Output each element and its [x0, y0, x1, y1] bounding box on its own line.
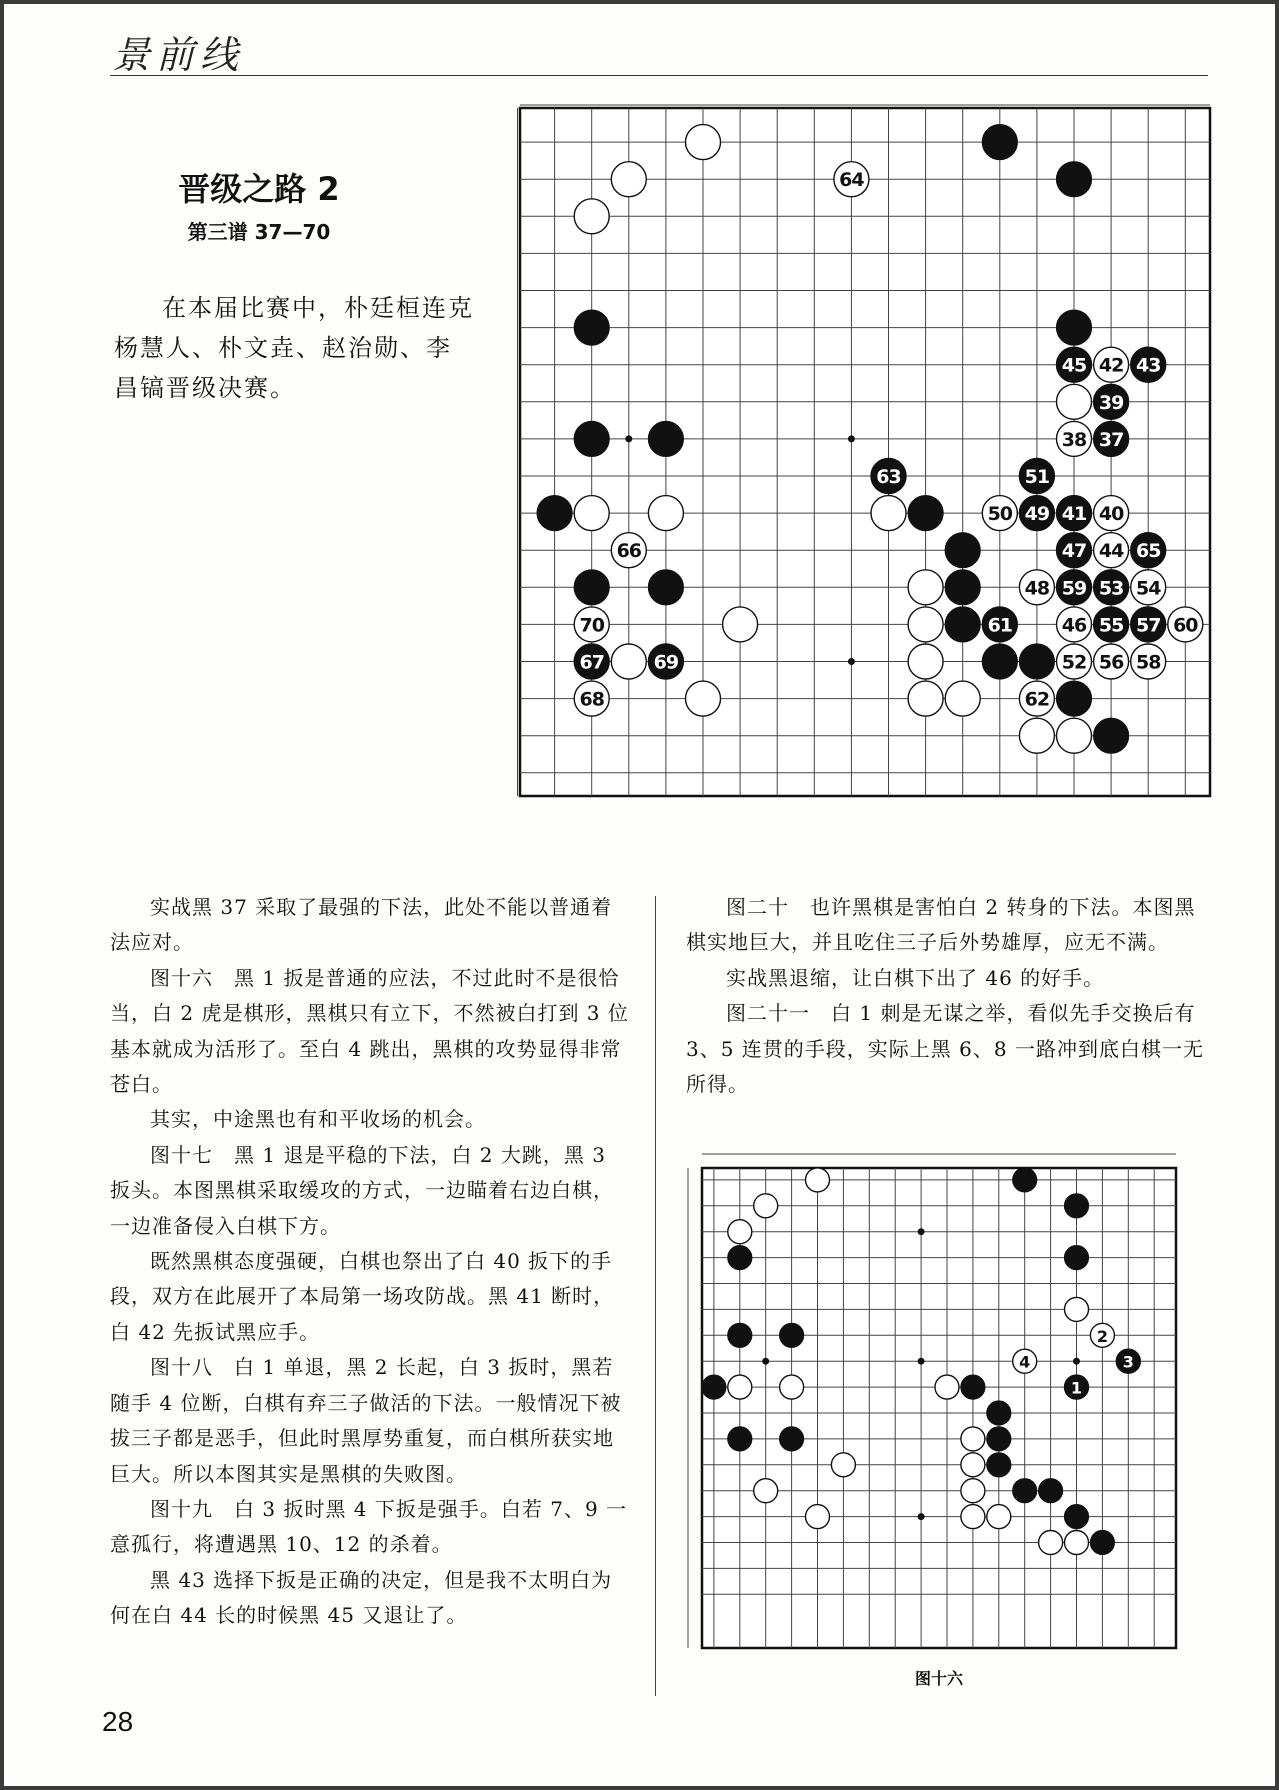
move-number: 58: [1135, 651, 1161, 674]
article-subtitle: 第三谱 37—70: [187, 220, 331, 244]
move-number: 67: [579, 651, 604, 674]
black-stone: [1013, 1168, 1037, 1192]
move-number: 40: [1098, 503, 1124, 526]
white-stone: [961, 1453, 985, 1477]
black-stone: [987, 1401, 1011, 1425]
figure-caption: 图十六: [914, 1669, 963, 1688]
left-column: [110, 890, 630, 1634]
move-number: 47: [1061, 540, 1087, 563]
black-stone: [728, 1323, 752, 1347]
white-stone: [780, 1375, 804, 1399]
white-stone: [1019, 718, 1054, 753]
column-divider: [655, 896, 656, 1696]
paragraph: 图十六 黑 1 扳是普通的应法，不过此时不是很恰当，白 2 虎是棋形，黑棋只有立下，不然被白打到 3 位基本就成为活形了。至白 4 跳出，黑棋的攻势显得非常苍白。: [110, 965, 629, 1097]
black-stone: [1094, 718, 1129, 753]
black-stone: [574, 310, 609, 345]
move-number: 4: [1019, 1352, 1031, 1372]
move-number: 59: [1061, 577, 1087, 600]
white-stone: [987, 1505, 1011, 1529]
star-point: [1073, 1358, 1080, 1365]
page: [4, 4, 1275, 1786]
go-board-figure: [702, 1168, 1176, 1648]
move-number: 39: [1098, 391, 1124, 414]
white-stone: [728, 1375, 752, 1399]
move-number: 64: [839, 169, 864, 192]
black-stone: [780, 1427, 804, 1451]
move-number: 43: [1135, 354, 1161, 377]
white-stone: [1039, 1531, 1063, 1555]
move-number: 68: [579, 688, 604, 711]
move-number: 66: [616, 540, 642, 563]
white-stone: [723, 607, 758, 642]
white-stone: [961, 1427, 985, 1451]
star-point: [918, 1358, 925, 1365]
black-stone: [1065, 1246, 1089, 1270]
paragraph: 图十七 黑 1 退是平稳的下法，白 2 大跳，黑 3 扳头。本图黑棋采取缓攻的方式，一边瞄着右边白棋，一边准备侵入白棋下方。: [110, 1142, 614, 1238]
star-point: [848, 435, 855, 442]
black-stone: [908, 496, 943, 531]
star-point: [625, 435, 632, 442]
black-stone: [728, 1246, 752, 1270]
white-stone: [1057, 718, 1092, 753]
white-stone: [806, 1168, 830, 1192]
black-stone: [648, 421, 683, 456]
paragraph: 其实，中途黑也有和平收场的机会。: [150, 1107, 486, 1132]
move-number: 60: [1173, 614, 1198, 637]
white-stone: [806, 1505, 830, 1529]
white-stone: [686, 681, 721, 716]
black-stone: [945, 570, 980, 605]
move-number: 2: [1096, 1326, 1108, 1346]
black-stone: [1019, 644, 1054, 679]
header-logo: 景前线: [112, 33, 245, 77]
star-point: [918, 1513, 925, 1520]
white-stone: [754, 1479, 778, 1503]
paragraph: 黑 43 选择下扳是正确的决定，但是我不太明白为何在白 44 长的时候黑 45 又退让了。: [110, 1567, 613, 1628]
move-number: 52: [1061, 651, 1087, 674]
move-number: 51: [1024, 466, 1050, 488]
white-stone: [908, 644, 943, 679]
black-stone: [1057, 162, 1092, 197]
black-stone: [982, 644, 1017, 679]
move-number: 57: [1135, 614, 1161, 637]
white-stone: [908, 570, 943, 605]
white-stone: [574, 496, 609, 531]
move-number: 42: [1098, 354, 1124, 377]
paragraph: 图十九 白 3 扳时黑 4 下扳是强手。白若 7、9 一意孤行，将遭遇黑 10、12 的杀着。: [110, 1496, 628, 1557]
white-stone: [648, 496, 683, 531]
black-stone: [1065, 1194, 1089, 1218]
white-stone: [1057, 384, 1092, 419]
move-number: 70: [579, 614, 604, 637]
article-title: 晋级之路 2: [178, 170, 340, 208]
move-number: 55: [1098, 614, 1124, 637]
white-stone: [961, 1479, 985, 1503]
black-stone: [987, 1453, 1011, 1477]
black-stone: [1057, 681, 1092, 716]
move-number: 1: [1070, 1378, 1083, 1398]
black-stone: [982, 125, 1017, 160]
white-stone: [871, 496, 906, 531]
star-point: [918, 1228, 925, 1235]
black-stone: [1090, 1531, 1114, 1555]
board-frame: [702, 1168, 1176, 1648]
paragraph: 图二十 也许黑棋是害怕白 2 转身的下法。本图黑棋实地巨大，并且吃住三子后外势雄厚，应无不满。: [686, 895, 1196, 955]
white-stone: [1065, 1531, 1089, 1555]
move-number: 37: [1098, 428, 1124, 451]
paragraph: 既然黑棋态度强硬，白棋也祭出了白 40 扳下的手段，双方在此展开了本局第一场攻防战。黑 41 断时，白 42 先扳试黑应手。: [110, 1249, 615, 1344]
move-number: 44: [1098, 540, 1124, 563]
white-stone: [908, 607, 943, 642]
black-stone: [1013, 1479, 1037, 1503]
black-stone: [702, 1375, 726, 1399]
move-number: 61: [987, 614, 1013, 637]
move-number: 45: [1061, 354, 1087, 377]
black-stone: [987, 1427, 1011, 1451]
star-point: [762, 1358, 769, 1365]
star-point: [848, 658, 855, 665]
black-stone: [574, 570, 609, 605]
black-stone: [1057, 310, 1092, 345]
white-stone: [945, 681, 980, 716]
move-number: 65: [1135, 540, 1161, 563]
white-stone: [961, 1505, 985, 1529]
move-number: 3: [1122, 1352, 1134, 1372]
white-stone: [611, 162, 646, 197]
white-stone: [908, 681, 943, 716]
black-stone: [1065, 1505, 1089, 1529]
move-number: 56: [1098, 651, 1124, 674]
paragraph: 实战黑 37 采取了最强的下法，此处不能以普通着法应对。: [110, 895, 613, 955]
right-column: [686, 890, 1206, 1102]
move-number: 62: [1024, 688, 1050, 711]
white-stone: [728, 1220, 752, 1244]
move-number: 69: [653, 651, 679, 674]
move-number: 38: [1061, 428, 1087, 451]
paragraph: 图十八 白 1 单退，黑 2 长起，白 3 扳时，黑若随手 4 位断，白棋有弃三子做活的下法。一般情况下被拔三子都是恶手，但此时黑厚势重复，而白棋所获实地巨大。所以本图其实是黑棋的失败图。: [110, 1355, 622, 1486]
move-number: 46: [1061, 614, 1087, 637]
paragraph: 图二十一 白 1 刺是无谋之举，看似先手交换后有 3、5 连贯的手段，实际上黑 6、8 一路冲到底白棋一无所得。: [686, 1001, 1204, 1097]
header-divider: [110, 75, 1208, 76]
white-stone: [935, 1375, 959, 1399]
white-stone: [831, 1453, 855, 1477]
move-number: 63: [876, 466, 901, 488]
move-number: 48: [1024, 577, 1050, 600]
move-number: 41: [1061, 503, 1087, 526]
black-stone: [728, 1427, 752, 1451]
paragraph: 实战黑退缩，让白棋下出了 46 的好手。: [726, 965, 1105, 990]
black-stone: [574, 421, 609, 456]
black-stone: [648, 570, 683, 605]
move-number: 49: [1024, 503, 1050, 526]
move-number: 50: [987, 503, 1013, 526]
white-stone: [686, 125, 721, 160]
black-stone: [537, 496, 572, 531]
black-stone: [1039, 1479, 1063, 1503]
go-board-record: [520, 108, 1210, 796]
white-stone: [1065, 1297, 1089, 1321]
black-stone: [945, 533, 980, 568]
black-stone: [961, 1375, 985, 1399]
white-stone: [611, 644, 646, 679]
intro-paragraph: 在本届比赛中，朴廷桓连克杨慧人、朴文垚、赵治勋、李昌镐晋级决赛。: [114, 294, 474, 402]
white-stone: [574, 199, 609, 234]
white-stone: [754, 1194, 778, 1218]
black-stone: [780, 1323, 804, 1347]
black-stone: [945, 607, 980, 642]
move-number: 53: [1098, 577, 1124, 600]
move-number: 54: [1135, 577, 1161, 600]
page-number: 28: [102, 1706, 134, 1737]
